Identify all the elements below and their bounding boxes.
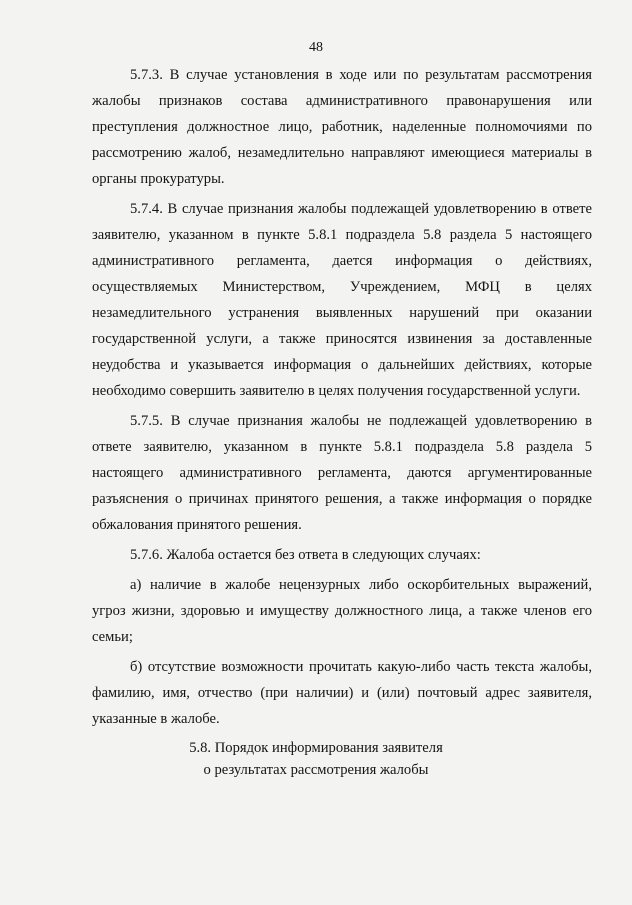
document-body <box>92 62 592 736</box>
section-heading-line-1: 5.8. Порядок информирования заявителя <box>189 740 443 756</box>
paragraph-5-7-4: 5.7.4. В случае признания жалобы подлежащей удовлетворению в ответе заявителю, указанном в пункте 5.8.1 подраздела 5.8 раздела 5 настоящего административного регламента, дается информация о действиях, осуществляемых Министерством, Учреждением, МФЦ в целях незамедлительного устранения выявленных нарушений при оказании государственной услуги, а также приносятся извинения за доставленные неудобства и указывается информация о дальнейших действиях, которые необходимо совершить заявителю в целях получения государственной услуги. <box>92 201 592 399</box>
section-heading-line-2: о результатах рассмотрения жалобы <box>203 762 429 778</box>
paragraph-item-a: а) наличие в жалобе нецензурных либо оскорбительных выражений, угроз жизни, здоровью и имуществу должностного лица, а также членов его семьи; <box>92 577 592 645</box>
paragraph-5-7-5: 5.7.5. В случае признания жалобы не подлежащей удовлетворению в ответе заявителю, указанном в пункте 5.8.1 подраздела 5.8 раздела 5 настоящего административного регламента, даются аргументированные разъяснения о причинах принятого решения, а также информация о порядке обжалования принятого решения. <box>92 413 592 533</box>
page-number: 48 <box>309 40 323 55</box>
section-heading-5-8 <box>0 737 632 781</box>
paragraph-5-7-6: 5.7.6. Жалоба остается без ответа в следующих случаях: <box>130 547 481 563</box>
paragraph-item-b: б) отсутствие возможности прочитать какую-либо часть текста жалобы, фамилию, имя, отчество (при наличии) и (или) почтовый адрес заявителя, указанные в жалобе. <box>92 659 592 727</box>
paragraph-5-7-3: 5.7.3. В случае установления в ходе или по результатам рассмотрения жалобы признаков состава административного правонарушения или преступления должностное лицо, работник, наделенные полномочиями по рассмотрению жалоб, незамедлительно направляют имеющиеся материалы в органы прокуратуры. <box>92 67 592 187</box>
